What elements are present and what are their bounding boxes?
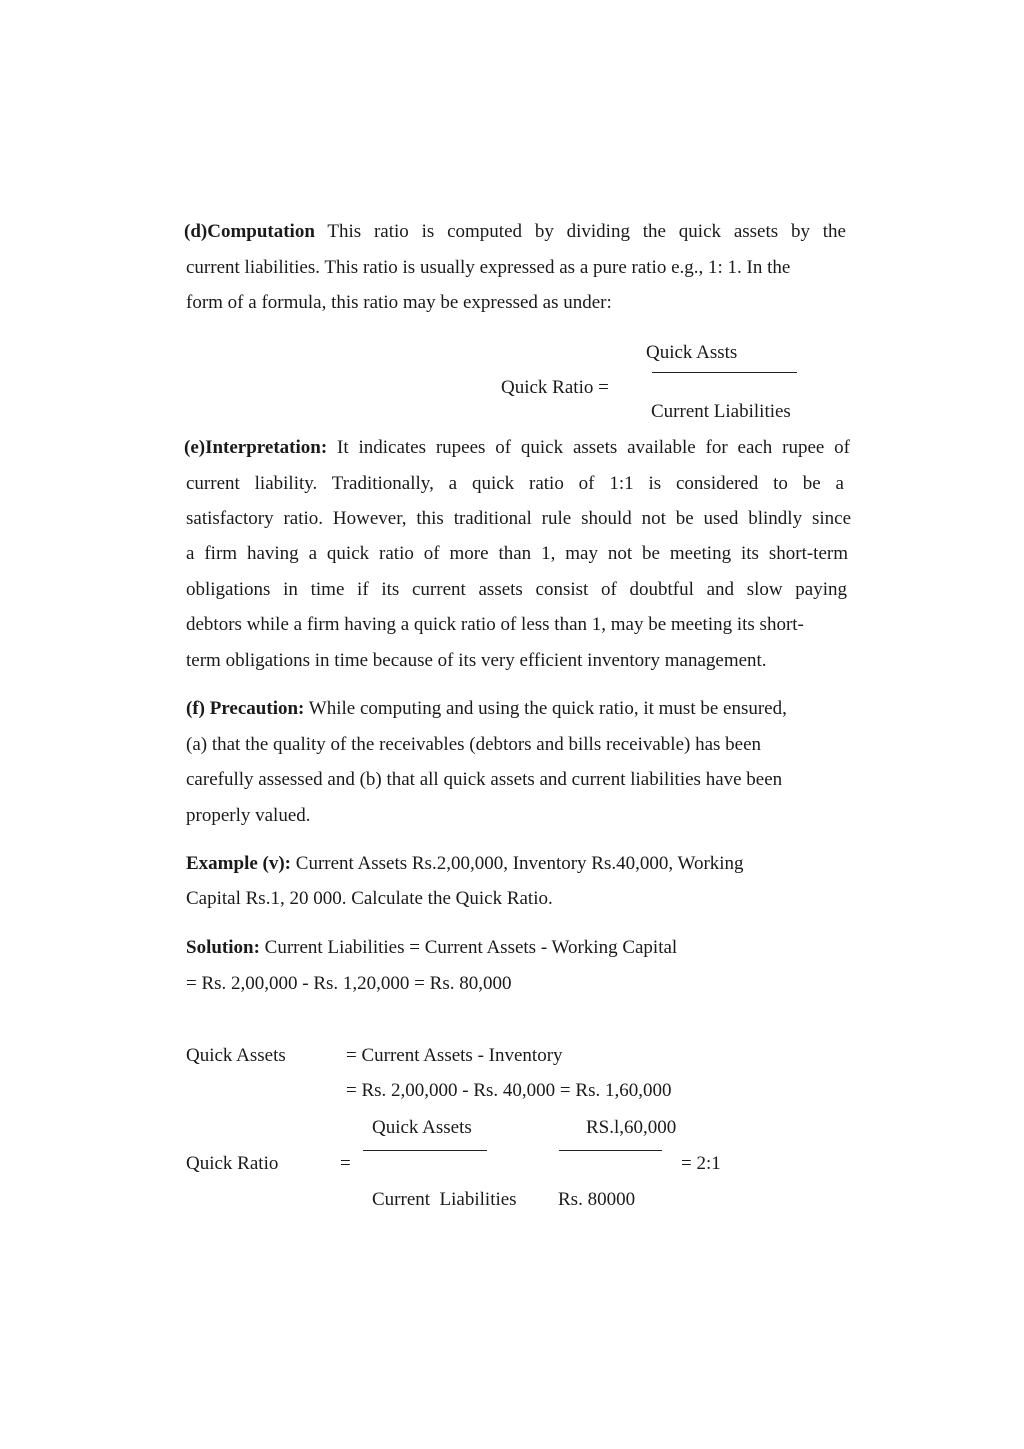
interpretation-line-6: debtors while a firm having a quick ratio of less than 1, may be meeting its short- [186,614,804,635]
quick-ratio-equals: = [340,1153,351,1174]
quick-ratio-label: Quick Ratio [186,1153,279,1174]
computation-line-2: current liabilities. This ratio is usually expressed as a pure ratio e.g., 1: 1. In the [186,257,791,278]
fraction-bar-label [363,1150,487,1151]
example-heading: Example (v): [186,853,292,874]
interpretation-line-1: (e)Interpretation: It indicates rupees of quick assets available for each rupee of [184,437,851,458]
quick-assets-value: = Rs. 2,00,000 - Rs. 40,000 = Rs. 1,60,000 [346,1080,672,1101]
computation-heading: (d)Computation [184,221,315,242]
interpretation-line-2: current liability. Traditionally, a quick ratio of 1:1 is considered to be a [186,473,844,494]
computation-line-3: form of a formula, this ratio may be expressed as under: [186,292,612,313]
formula-denominator: Current Liabilities [651,401,791,422]
computation-line-1: (d)Computation This ratio is computed by dividing the quick assets by the [184,221,846,242]
precaution-line-2: (a) that the quality of the receivables (debtors and bills receivable) has been [186,734,762,755]
ratio-numerator-label: Quick Assets [372,1117,472,1138]
precaution-line-4: properly valued. [186,805,311,826]
quick-ratio-result: = 2:1 [681,1153,721,1174]
interpretation-line-3: satisfactory ratio. However, this traditional rule should not be used blindly since [186,508,851,529]
solution-heading: Solution: [186,937,260,958]
precaution-line-3: carefully assessed and (b) that all quick assets and current liabilities have been [186,769,783,790]
quick-assets-formula: = Current Assets - Inventory [346,1045,563,1066]
ratio-denominator-label: Current Liabilities [372,1189,517,1210]
example-line-2: Capital Rs.1, 20 000. Calculate the Quick Ratio. [186,888,553,909]
quick-assets-label: Quick Assets [186,1045,286,1066]
formula-label: Quick Ratio = [501,377,609,398]
example-line-1: Example (v): Current Assets Rs.2,00,000, Inventory Rs.40,000, Working [186,853,744,874]
solution-line-1: Solution: Current Liabilities = Current Assets - Working Capital [186,937,678,958]
fraction-bar-value [559,1150,662,1151]
interpretation-line-4: a firm having a quick ratio of more than 1, may not be meeting its short-term [186,543,848,564]
fraction-bar [652,372,797,373]
solution-line-2: = Rs. 2,00,000 - Rs. 1,20,000 = Rs. 80,000 [186,973,512,994]
ratio-denominator-value: Rs. 80000 [558,1189,636,1210]
formula-numerator: Quick Assts [646,342,738,363]
interpretation-line-5: obligations in time if its current assets consist of doubtful and slow paying [186,579,847,600]
precaution-line-1: (f) Precaution: While computing and using the quick ratio, it must be ensured, [186,698,787,719]
precaution-heading: (f) Precaution: [186,698,305,719]
interpretation-heading: (e)Interpretation: [184,437,328,458]
interpretation-line-7: term obligations in time because of its very efficient inventory management. [186,650,767,671]
ratio-numerator-value: RS.l,60,000 [586,1117,677,1138]
